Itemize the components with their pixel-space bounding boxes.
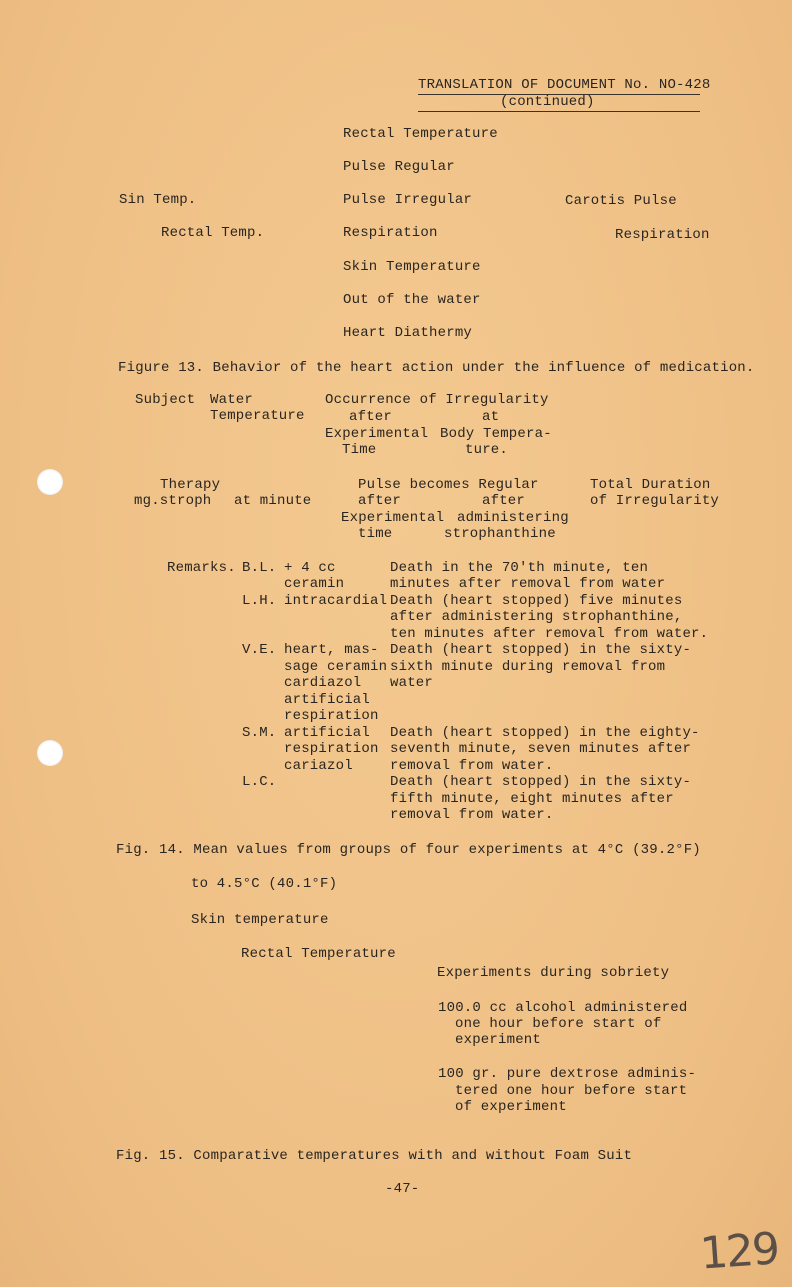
- figure-caption: Fig. 14. Mean values from groups of four experiments at 4°C (39.2°F): [116, 842, 701, 858]
- chart-label: Out of the water: [343, 292, 481, 308]
- remarks-subject: B.L.: [242, 560, 277, 576]
- column-header: Water: [210, 392, 254, 408]
- column-header: at minute: [234, 493, 312, 509]
- remarks-text: ten minutes after removal from water.: [390, 626, 709, 642]
- column-header: Subject: [135, 392, 196, 408]
- remarks-text: Death (heart stopped) in the sixty-: [390, 774, 692, 790]
- header-underline: [418, 111, 700, 112]
- remarks-text: sixth minute during removal from: [390, 659, 666, 675]
- remarks-therapy: artificial: [284, 692, 371, 708]
- remarks-therapy: intracardial: [284, 593, 388, 609]
- column-header: Temperature: [210, 408, 305, 424]
- remarks-therapy: ceramin: [284, 576, 345, 592]
- column-header: administering: [457, 510, 569, 526]
- column-header: ture.: [465, 442, 509, 458]
- remarks-subject: L.C.: [242, 774, 277, 790]
- chart-label: Carotis Pulse: [565, 193, 677, 209]
- column-header: mg.stroph: [134, 493, 212, 509]
- figure-caption: to 4.5°C (40.1°F): [191, 876, 338, 892]
- remarks-therapy: + 4 cc: [284, 560, 336, 576]
- column-header: of Irregularity: [590, 493, 720, 509]
- column-header: at: [482, 409, 500, 425]
- remarks-therapy: cardiazol: [284, 675, 362, 691]
- column-header: Total Duration: [590, 477, 711, 493]
- column-header: after: [482, 493, 526, 509]
- legend-entry: 100 gr. pure dextrose adminis-: [438, 1066, 697, 1082]
- remarks-therapy: heart, mas-: [284, 642, 379, 658]
- legend-entry: Experiments during sobriety: [437, 965, 670, 981]
- remarks-text: Death (heart stopped) five minutes: [390, 593, 683, 609]
- remarks-text: Death (heart stopped) in the sixty-: [390, 642, 692, 658]
- remarks-text: removal from water.: [390, 807, 554, 823]
- remarks-subject: S.M.: [242, 725, 277, 741]
- column-header: strophanthine: [444, 526, 556, 542]
- remarks-therapy: sage ceramin: [284, 659, 388, 675]
- column-header: Pulse becomes Regular: [358, 477, 539, 493]
- column-header: Experimental: [341, 510, 445, 526]
- column-header: time: [358, 526, 393, 542]
- legend-entry: 100.0 cc alcohol administered: [438, 1000, 688, 1016]
- remarks-therapy: respiration: [284, 708, 379, 724]
- chart-label: Respiration: [343, 225, 438, 241]
- figure-caption: Fig. 15. Comparative temperatures with and without Foam Suit: [116, 1148, 633, 1164]
- chart-label: Pulse Regular: [343, 159, 455, 175]
- chart-label: Sin Temp.: [119, 192, 197, 208]
- remarks-text: seventh minute, seven minutes after: [390, 741, 692, 757]
- figure-caption: Figure 13. Behavior of the heart action under the influence of medication.: [118, 360, 755, 376]
- column-header: Body Tempera-: [440, 426, 552, 442]
- legend-entry: one hour before start of: [455, 1016, 662, 1032]
- remarks-therapy: artificial: [284, 725, 371, 741]
- remarks-text: Death (heart stopped) in the eighty-: [390, 725, 700, 741]
- chart-label: Heart Diathermy: [343, 325, 473, 341]
- column-header: after: [349, 409, 393, 425]
- chart-label: Pulse Irregular: [343, 192, 473, 208]
- remarks-therapy: cariazol: [284, 758, 353, 774]
- punch-hole: [37, 469, 63, 495]
- remarks-subject: L.H.: [242, 593, 277, 609]
- column-header: Experimental: [325, 426, 429, 442]
- chart-label: Skin Temperature: [343, 259, 481, 275]
- chart-label: Rectal Temp.: [161, 225, 265, 241]
- remarks-label: Remarks.: [167, 560, 236, 576]
- chart-label: Respiration: [615, 227, 710, 243]
- column-header: Therapy: [160, 477, 221, 493]
- column-header: after: [358, 493, 402, 509]
- page-number: -47-: [385, 1181, 420, 1197]
- remarks-text: Death in the 70'th minute, ten: [390, 560, 649, 576]
- remarks-text: fifth minute, eight minutes after: [390, 791, 674, 807]
- column-header: Time: [342, 442, 377, 458]
- legend-entry: experiment: [455, 1032, 542, 1048]
- chart-label: Rectal Temperature: [241, 946, 396, 962]
- column-header: Occurrence of Irregularity: [325, 392, 549, 408]
- remarks-therapy: respiration: [284, 741, 379, 757]
- legend-entry: of experiment: [455, 1099, 567, 1115]
- remarks-text: removal from water.: [390, 758, 554, 774]
- chart-label: Rectal Temperature: [343, 126, 498, 142]
- remarks-text: after administering strophanthine,: [390, 609, 683, 625]
- remarks-text: water: [390, 675, 434, 691]
- chart-label: Skin temperature: [191, 912, 329, 928]
- remarks-text: minutes after removal from water: [390, 576, 666, 592]
- punch-hole: [37, 740, 63, 766]
- header-title: TRANSLATION OF DOCUMENT No. NO-428: [418, 77, 711, 93]
- remarks-subject: V.E.: [242, 642, 277, 658]
- legend-entry: tered one hour before start: [455, 1083, 688, 1099]
- header-subtitle: (continued): [500, 94, 595, 110]
- handwritten-folio-number: 129: [698, 1223, 780, 1280]
